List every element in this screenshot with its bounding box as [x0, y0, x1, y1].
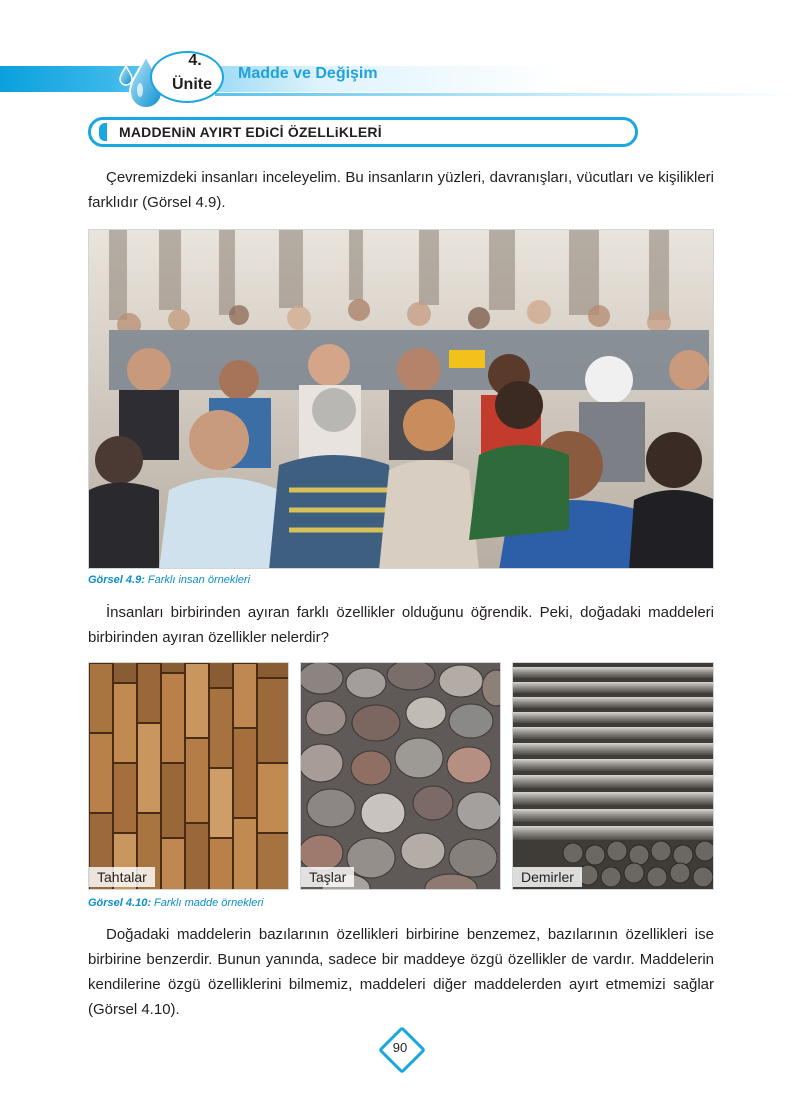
iron-rods-label: Demirler: [513, 867, 582, 887]
figure-2-caption-text: Farklı madde örnekleri: [150, 897, 264, 909]
paragraph-1: [88, 165, 714, 215]
section-title-bar: [88, 117, 638, 147]
figure-1-caption: [88, 574, 250, 586]
crowd-photo: [88, 229, 714, 569]
unit-word: Ünite: [172, 76, 212, 93]
unit-number: 4.: [188, 52, 202, 69]
iron-rods-photo: [512, 662, 714, 890]
stones-label: Taşlar: [301, 867, 354, 887]
figure-2-caption-label: Görsel 4.10:: [88, 897, 151, 909]
section-title: MADDENiN AYIRT EDiCİ ÖZELLiKLERİ: [119, 124, 382, 140]
wood-planks-photo: [88, 662, 289, 890]
wood-planks-illustration: [89, 663, 289, 890]
figure-1-caption-text: Farklı insan örnekleri: [144, 574, 251, 586]
paragraph-3-text: Doğadaki maddelerin bazılarının özellikleri birbirine benzemez, bazılarının özellikleri ise birbirine benzerdir. Bunun yanında, sadece bir maddeye özgü özellikler de vardır. Maddelerin kendilerine özgü özelliklerini bilmemiz, maddeleri diğer maddelerden ayırt etmemizi sağlar (Görsel 4.10).: [88, 926, 714, 1018]
wood-planks-label: Tahtalar: [89, 867, 155, 887]
stones-photo: [300, 662, 501, 890]
paragraph-3: [88, 922, 714, 1022]
figure-1-caption-label: Görsel 4.9:: [88, 574, 145, 586]
unit-title: Madde ve Değişim: [238, 65, 378, 82]
header-underline: [215, 93, 800, 96]
page-number: 90: [392, 1040, 408, 1055]
crowd-illustration: [89, 230, 714, 569]
figure-2-caption: [88, 897, 263, 909]
paragraph-1-text: Çevremizdeki insanları inceleyelim. Bu insanların yüzleri, davranışları, vücutları ve kişilikleri farklıdır (Görsel 4.9).: [88, 169, 714, 211]
stones-illustration: [301, 663, 501, 890]
paragraph-2: [88, 600, 714, 650]
iron-rods-illustration: [513, 663, 714, 890]
paragraph-2-text: İnsanları birbirinden ayıran farklı özellikler olduğunu öğrendik. Peki, doğadaki maddeleri birbirinden ayıran özellikler nelerdir?: [88, 604, 714, 646]
